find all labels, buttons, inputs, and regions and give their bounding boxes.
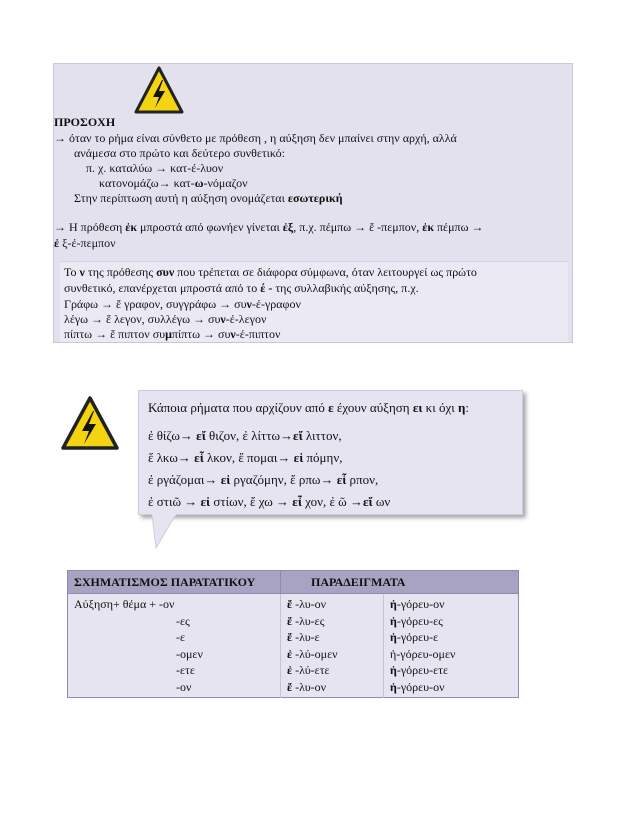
notice-line2: ανάμεσα στο πρώτο και δεύτερο συνθετικό: xyxy=(74,146,286,160)
example-column-luo: ἔ -λυ-ον ἔ -λυ-ες ἔ -λυ-ε ἐ -λύ-ομεν ἐ -λύ-ετε ἔ -λυ-ον xyxy=(281,594,384,698)
formation-column: Αύξηση+ θέμα + -ον -ες -ε -ομεν -ετε -ον xyxy=(68,594,281,698)
notice-nu-rule-2: συνθετικό, επανέρχεται μπροστά από το έ - της συλλαβικής αύξησης, π.χ. xyxy=(64,281,419,295)
warning-icon xyxy=(134,66,184,114)
notice-nu-example2: λέγω → ἔ λεγον, συλλέγω → συν-έ-λεγον xyxy=(64,312,267,326)
notice-example2: κατονομάζω→ κατ-ω-νόμαζον xyxy=(99,176,248,190)
notice-nu-rule: Το ν της πρόθεσης συν που τρέπεται σε διάφορα σύμφωνα, όταν λειτουργεί ως πρώτο xyxy=(64,265,477,279)
callout-line4: ἐ στιῶ → εἰ στίων, ἔ χω → εἶ χον, ἐ ῶ →εἴ ων xyxy=(148,494,391,509)
callout-intro: Κάποια ρήματα που αρχίζουν από ε έχουν αύξηση ει κι όχι η: xyxy=(148,400,470,415)
notice-internal-augment: Στην περίπτωση αυτή η αύξηση ονομάζεται εσωτερική xyxy=(74,191,343,205)
notice-nu-example1: Γράφω → ἔ γραφον, συγγράφω → συν-έ-γραφον xyxy=(64,297,301,311)
callout-line2: ἕ λκω→ εἷ λκον, ἕ πομαι→ εἱ πόμην, xyxy=(148,450,343,465)
imperfect-formation-table xyxy=(67,570,519,698)
table-header-row xyxy=(68,571,519,594)
notice-nu-example3: πίπτω → ἔ πιπτον συμπίπτω → συν-έ-πιπτον xyxy=(64,327,281,341)
callout-line1: ἐ θίζω→ εἴ θιζον, ἐ λίττω→εἴ λιττον, xyxy=(148,428,342,443)
notice-title: ΠΡΟΣΟΧΗ xyxy=(54,115,116,129)
notice-line1: → όταν το ρήμα είναι σύνθετο με πρόθεση , η αύξηση δεν μπαίνει στην αρχή, αλλά xyxy=(54,131,457,145)
callout-tail xyxy=(150,514,180,550)
notice-preposition-example: ἐ ξ-έ-πεμπον xyxy=(54,236,116,250)
example-column-agoreuo: ἠ-γόρευ-ον ἠ-γόρευ-ες ἠ-γόρευ-ε ἠ-γόρευ-ομεν ἠ-γόρευ-ετε ἠ-γόρευ-ον xyxy=(390,597,456,694)
warning-icon xyxy=(60,395,120,451)
notice-example1: π. χ. καταλύω → κατ-έ-λυον xyxy=(86,161,224,175)
callout-line3: ἐ ργάζομαι→ εἰ ργαζόμην, ἕ ρπω→ εἷ ρπον, xyxy=(148,472,379,487)
table-header-formation: ΣΧΗΜΑΤΙΣΜΟΣ ΠΑΡΑΤΑΤΙΚΟΥ xyxy=(68,571,281,594)
notice-preposition-rule: → Η πρόθεση ἐκ μπροστά από φωνήεν γίνεται ἐξ, π.χ. πέμπω → ἔ -πεμπον, ἐκ πέμπω → xyxy=(54,220,484,234)
table-row xyxy=(68,594,519,698)
table-header-examples: ΠΑΡΑΔΕΙΓΜΑΤΑ xyxy=(281,571,519,594)
